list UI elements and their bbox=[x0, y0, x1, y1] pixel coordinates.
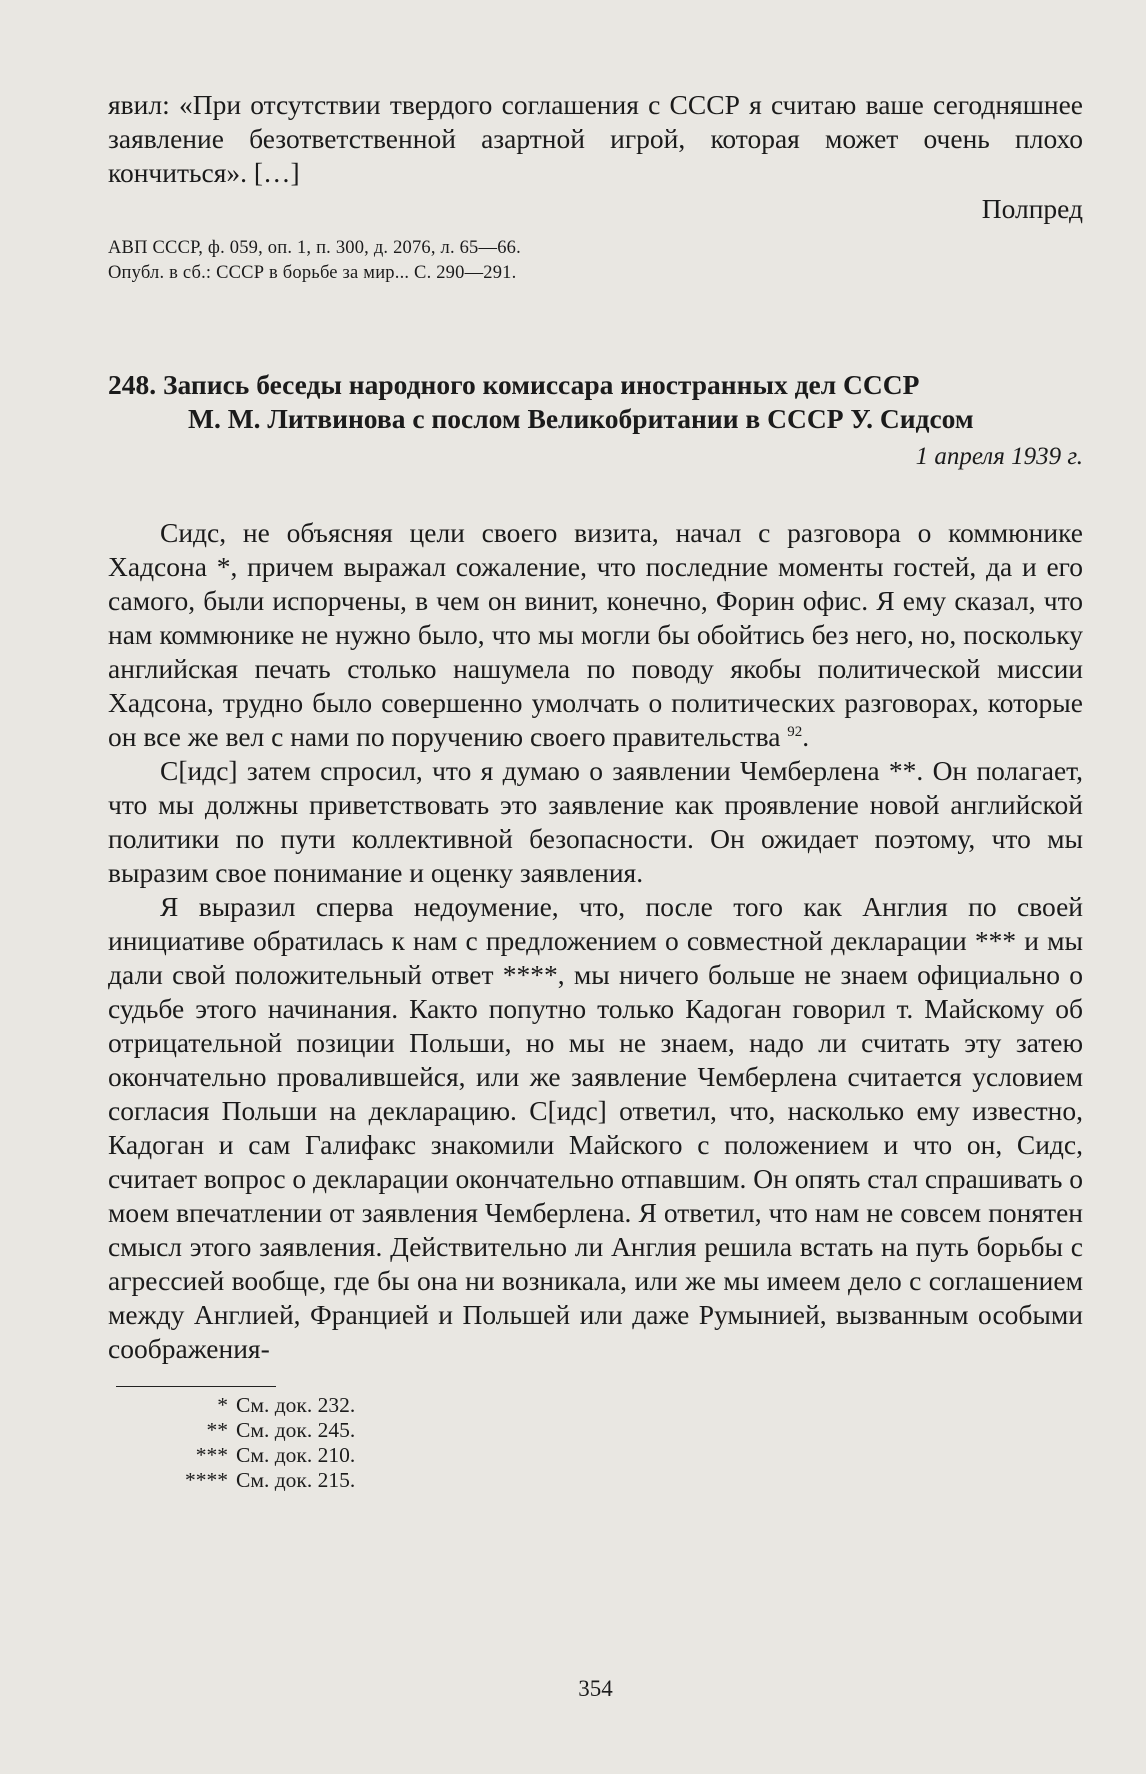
document-page bbox=[108, 88, 1083, 1728]
document-title-line1: Запись беседы народного комиссара иностранных дел СССР bbox=[163, 369, 920, 400]
footnotes bbox=[108, 1393, 1083, 1493]
document-number: 248. bbox=[108, 369, 157, 400]
signer: Полпред bbox=[981, 193, 1083, 224]
paragraph-1-end: . bbox=[802, 721, 810, 752]
footnote-rule bbox=[116, 1386, 276, 1387]
document-body bbox=[108, 516, 1083, 1366]
document-title-line2: М. М. Литвинова с послом Великобритании в СССР У. Сидсом bbox=[188, 403, 974, 434]
archive-source: АВП СССР, ф. 059, оп. 1, п. 300, д. 2076, л. 65—66. Опубл. в сб.: СССР в борьбе за мир... С. 290—291. bbox=[108, 238, 521, 283]
footnote: **** См. док. 215. bbox=[185, 1468, 356, 1492]
footnote: * См. док. 232. bbox=[217, 1393, 356, 1417]
footnote: ** См. док. 245. bbox=[206, 1418, 356, 1442]
paragraph-1 bbox=[108, 516, 1083, 754]
top-paragraph: явил: «При отсутствии твердого соглашения с СССР я считаю ваше сегодняшнее заявление безответственной азартной игрой, которая может очень плохо кончиться». […] bbox=[108, 89, 1083, 188]
endnote-ref: 92 bbox=[787, 723, 803, 740]
footnote: *** См. док. 210. bbox=[195, 1443, 356, 1467]
paragraph-2: С[идс] затем спросил, что я думаю о заявлении Чемберлена **. Он полагает, что мы должны приветствовать это заявление как проявление новой английской политики по пути коллективной безопасности. Он ожидает поэтому, что мы выразим свое понимание и оценку заявления. bbox=[108, 755, 1083, 888]
paragraph-1-text: Сидс, не объясняя цели своего визита, начал с разговора о коммюнике Хадсона *, причем выражал сожаление, что последние моменты гостей, да и его самого, были испорчены, в чем он винит, конечно, Форин офис. Я ему сказал, что нам коммюнике не нужно было, что мы могли бы обойтись без него, но, поскольку английская печать столько нашумела по поводу якобы политической миссии Хадсона, трудно было совершенно умолчать о политических разговорах, которые он все же вел с нами по поручению своего правительства bbox=[108, 517, 1083, 752]
paragraph-3: Я выразил сперва недоумение, что, после того как Англия по своей инициативе обратилась к нам с предложением о совместной декларации *** и мы дали свой положительный ответ ****, мы ничего больше не знаем официально о судьбе этого начинания. Както попутно только Кадоган говорил т. Майскому об отрицательной позиции Польши, но мы не знаем, надо ли считать эту затею окончательно провалившейся, или же заявление Чемберлена считается условием согласия Польши на декларацию. С[идс] ответил, что, насколько ему известно, Кадоган и сам Галифакс знакомили Майского с положением и что он, Сидс, считает вопрос о декларации окончательно отпавшим. Он опять стал спрашивать о моем впечатлении от заявления Чемберлена. Я ответил, что нам не совсем понятен смысл этого заявления. Действительно ли Англия решила встать на путь борьбы с агрессией вообще, где бы она ни возникала, или же мы имеем дело с соглашением между Англией, Францией и Польшей или даже Румынией, вызванным особыми соображения- bbox=[108, 891, 1083, 1364]
document-heading bbox=[108, 368, 1083, 436]
document-date: 1 апреля 1939 г. bbox=[915, 443, 1083, 470]
page-number: 354 bbox=[578, 1676, 613, 1701]
